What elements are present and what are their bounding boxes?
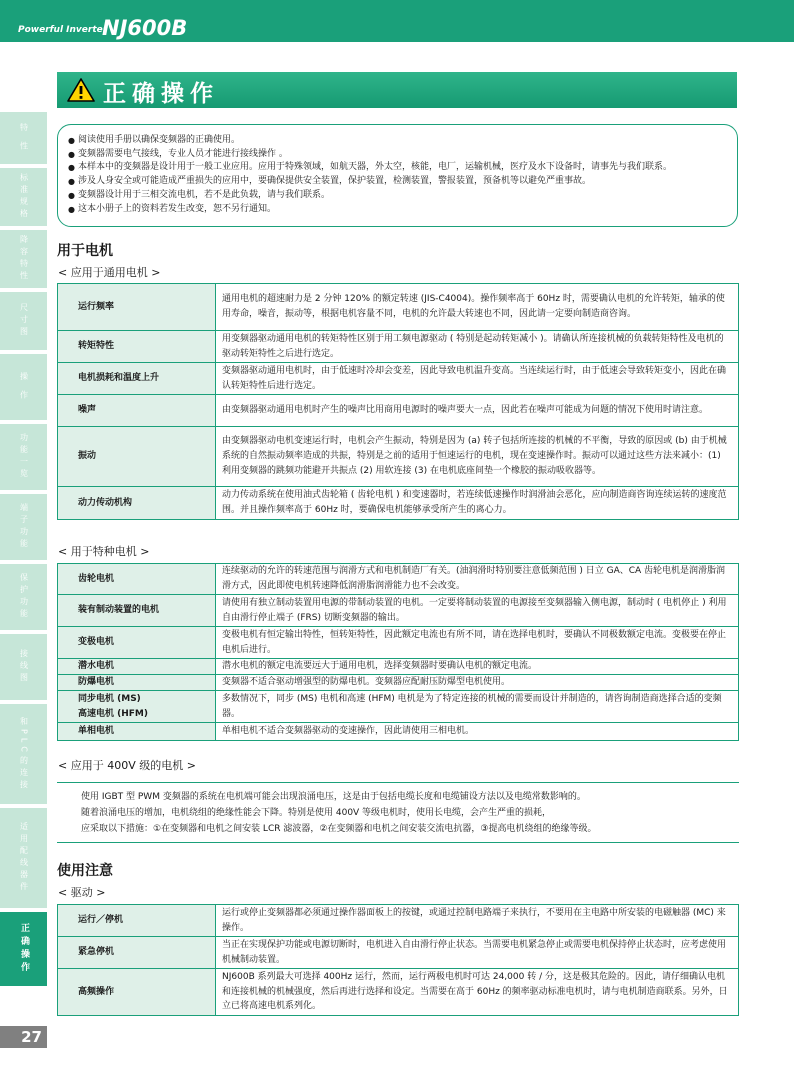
- table-row: [58, 395, 739, 427]
- table-key-cell: 单相电机: [58, 723, 216, 741]
- sidebar-tab-derating[interactable]: 降容特性: [0, 230, 47, 288]
- table-row: [58, 675, 739, 691]
- sidebar-tab-wiring-devices[interactable]: 适用配线器件: [0, 808, 47, 908]
- table-key-cell: 高频操作: [58, 969, 216, 1016]
- notice-text: 这本小册子上的资料若发生改变，恕不另行通知。: [78, 203, 277, 214]
- bullet-icon: ●: [68, 190, 75, 200]
- table-key-cell: 紧急停机: [58, 937, 216, 969]
- bullet-icon: ●: [68, 204, 75, 214]
- section-heading-usage: 使用注意: [57, 863, 113, 879]
- notice-text: 变频器需要电气接线，专业人员才能进行接线操作 。: [78, 148, 288, 159]
- drive-table: [57, 904, 739, 1016]
- table-key-cell: 潜水电机: [58, 659, 216, 675]
- notice-item: [68, 203, 727, 217]
- table-value-cell: 由变频器驱动电机变速运行时，电机会产生振动，特别是因为 (a) 转子包括所连接的机械的不平衡，导致的原因或 (b) 由于机械系统的自然振动频率造成的共振，特别是之前的适用于恒速运行的电机，现在变速操作时。振动可以通过这些方法来减小：(1) 利用变频器的跳频功能避开共振点 (2) 用软连接 (3) 在电机底座间垫一个橡胶的振动吸收器等。: [216, 427, 739, 487]
- 400v-line: 随着浪涌电压的增加，电机绕组的绝缘性能会下降。特别是使用 400V 等级电机时，使用长电缆，会产生严重的损耗，: [81, 808, 552, 818]
- notice-item: [68, 134, 727, 148]
- table-row: [58, 723, 739, 741]
- table-key-cell: 噪声: [58, 395, 216, 427]
- bullet-icon: ●: [68, 177, 75, 187]
- table-row: [58, 691, 739, 723]
- sidebar-tab-specs[interactable]: 标准规格: [0, 168, 47, 226]
- notice-box: [57, 124, 738, 227]
- general-motor-table: [57, 283, 739, 520]
- bullet-icon: ●: [68, 149, 75, 159]
- sidebar-tab-features[interactable]: 特 性: [0, 112, 47, 164]
- table-row: [58, 937, 739, 969]
- table-key-cell: 振动: [58, 427, 216, 487]
- table-row: [58, 627, 739, 659]
- notice-text: 涉及人身安全或可能造成严重损失的应用中，要确保提供安全装置，保护装置，检测装置，警报装置，预备机等以避免严重事故。: [78, 176, 592, 187]
- table-value-cell: 动力传动系统在使用油式齿轮箱 ( 齿轮电机 ) 和变速器时，若连续低速操作时润滑油会恶化，应向制造商咨询连续运转的速度范围。并且操作频率高于 60Hz 时，要确保电机能够承受所产生的离心力。: [216, 487, 739, 520]
- table-row: [58, 284, 739, 331]
- subheading-400v-motor: < 应用于 400V 级的电机 >: [58, 759, 196, 772]
- table-key-cell: 动力传动机构: [58, 487, 216, 520]
- table-value-cell: 潜水电机的额定电流要远大于通用电机，选择变频器时要确认电机的额定电流。: [216, 659, 739, 675]
- table-key-cell: 齿轮电机: [58, 564, 216, 595]
- table-key-cell: 运行／停机: [58, 905, 216, 937]
- table-value-cell: 变频器不适合驱动增强型的防爆电机。变频器应配耐压防爆型电机使用。: [216, 675, 739, 691]
- notice-item: [68, 175, 727, 189]
- table-key-cell: 变极电机: [58, 627, 216, 659]
- sidebar-tab-operation[interactable]: 操 作: [0, 354, 47, 420]
- sidebar-tab-wiring[interactable]: 接线图: [0, 634, 47, 700]
- bullet-icon: ●: [68, 136, 75, 145]
- table-key-cell: 电机损耗和温度上升: [58, 363, 216, 395]
- table-row: [58, 969, 739, 1016]
- special-motor-table: [57, 563, 739, 741]
- sidebar-tab-function-list[interactable]: 功能一览: [0, 424, 47, 490]
- table-row: [58, 487, 739, 520]
- table-value-cell: 当正在实现保护功能或电源切断时，电机进入自由滑行停止状态。当需要电机紧急停止或需要电机保持停止状态时，应考虑使用机械制动装置。: [216, 937, 739, 969]
- table-row: [58, 427, 739, 487]
- notice-item: [68, 148, 727, 162]
- table-row: [58, 564, 739, 595]
- table-key-cell: 同步电机 (MS) 高速电机 (HFM): [58, 691, 216, 723]
- brand-tagline: Powerful Inverter: [18, 25, 108, 35]
- notice-text: 变频器设计用于三相交流电机，若不是此负载，请与我们联系。: [78, 189, 331, 200]
- header-bar: [0, 0, 794, 42]
- sidebar-tab-plc[interactable]: 和PLC的连接: [0, 704, 47, 804]
- table-value-cell: 请使用有独立制动装置用电源的带制动装置的电机。一定要将制动装置的电源接至变频器输入侧电源，制动时 ( 电机停止 ) 利用自由滑行停止端子 (FRS) 切断变频器的输出。: [216, 595, 739, 627]
- table-value-cell: 连续驱动的允许的转速范围与润滑方式和电机制造厂有关。(油润滑时特别要注意低频范围 ) 日立 GA、CA 齿轮电机是润滑脂润滑方式，因此即使电机转速降低润滑脂润滑能力也不会改变。: [216, 564, 739, 595]
- table-value-cell: 运行或停止变频器都必须通过操作器面板上的按键，或通过控制电路端子来执行，不要用在主电路中所安装的电磁触器 (MC) 来操作。: [216, 905, 739, 937]
- notice-item: [68, 189, 727, 203]
- notice-text: 阅读使用手册以确保变频器的正确使用。: [78, 135, 241, 145]
- table-key-cell: 装有制动装置的电机: [58, 595, 216, 627]
- sidebar-tab-terminals[interactable]: 端子功能: [0, 494, 47, 560]
- sidebar-tab-correct-operation[interactable]: 正确操作: [0, 912, 47, 986]
- table-value-cell: NJ600B 系列最大可选择 400Hz 运行，然而，运行两极电机时可达 24,000 转 / 分，这是极其危险的。因此，请仔细确认电机和连接机械的机械强度，然后再进行选择和设定。当需要在高于 60Hz 的频率驱动标准电机时，请与电机制造商联系。另外，日立已将高速电机系列化。: [216, 969, 739, 1016]
- table-value-cell: 用变频器驱动通用电机的转矩特性区别于用工频电源驱动 ( 特别是起动转矩减小 )。请确认所连接机械的负载转矩特性及电机的驱动转矩特性之后进行选定。: [216, 331, 739, 363]
- table-value-cell: 单相电机不适合变频器驱动的变速操作，因此请使用三相电机。: [216, 723, 739, 741]
- notice-item: [68, 161, 727, 175]
- table-row: [58, 363, 739, 395]
- 400v-line: 应采取以下措施：①在变频器和电机之间安装 LCR 滤波器，②在变频器和电机之间安装交流电抗器，③提高电机绕组的绝缘等级。: [81, 824, 597, 834]
- subheading-general-motor: < 应用于通用电机 >: [58, 266, 161, 279]
- table-value-cell: 通用电机的超速耐力是 2 分钟 120% 的额定转速 (JIS-C4004)。操作频率高于 60Hz 时，需要确认电机的允许转矩，轴承的使用寿命，噪音，振动等，根据电机容量不同，电机的允许最大转速也不同，因此请一定要向制造商咨询。: [216, 284, 739, 331]
- table-value-cell: 多数情况下，同步 (MS) 电机和高速 (HFM) 电机是为了特定连接的机械的需要而设计并制造的，请咨询制造商选择合适的变频器。: [216, 691, 739, 723]
- page-title: 正确操作: [103, 81, 219, 107]
- bullet-icon: ●: [68, 163, 75, 173]
- 400v-notes: [57, 782, 739, 843]
- table-row: [58, 595, 739, 627]
- section-heading-motor: 用于电机: [57, 243, 113, 259]
- title-bar: [57, 72, 737, 108]
- notice-text: 本样本中的变频器是设计用于一般工业应用。应用于特殊领域，如航天器，外太空，核能，电厂，运输机械，医疗及水下设备时，请事先与我们联系。: [78, 162, 673, 173]
- table-key-cell: 防爆电机: [58, 675, 216, 691]
- table-row: [58, 331, 739, 363]
- table-value-cell: 由变频器驱动通用电机时产生的噪声比用商用电源时的噪声要大一点，因此若在噪声可能成为问题的情况下使用时请注意。: [216, 395, 739, 427]
- table-key-cell: 运行频率: [58, 284, 216, 331]
- sidebar-tab-dimensions[interactable]: 尺寸图: [0, 292, 47, 350]
- brand-model: NJ600B: [102, 16, 188, 40]
- warning-icon: [67, 78, 95, 102]
- table-row: [58, 659, 739, 675]
- subheading-special-motor: < 用于特种电机 >: [58, 545, 150, 558]
- page-number: 27: [0, 1026, 47, 1048]
- table-value-cell: 变极电机有恒定输出特性，恒转矩特性，因此额定电流也有所不同，请在选择电机时，要确认不同极数额定电流。变极要在停止电机后进行。: [216, 627, 739, 659]
- subheading-drive: < 驱动 >: [58, 886, 106, 899]
- table-value-cell: 变频器驱动通用电机时，由于低速时冷却会变差，因此导致电机温升变高。当连续运行时，由于低速会导致转矩变小，因此在确认转矩特性后进行选定。: [216, 363, 739, 395]
- sidebar-tab-protection[interactable]: 保护功能: [0, 564, 47, 630]
- 400v-line: 使用 IGBT 型 PWM 变频器的系统在电机端可能会出现浪涌电压，这是由于包括电缆长度和电缆铺设方法以及电缆常数影响的。: [81, 792, 586, 802]
- table-key-cell: 转矩特性: [58, 331, 216, 363]
- table-row: [58, 905, 739, 937]
